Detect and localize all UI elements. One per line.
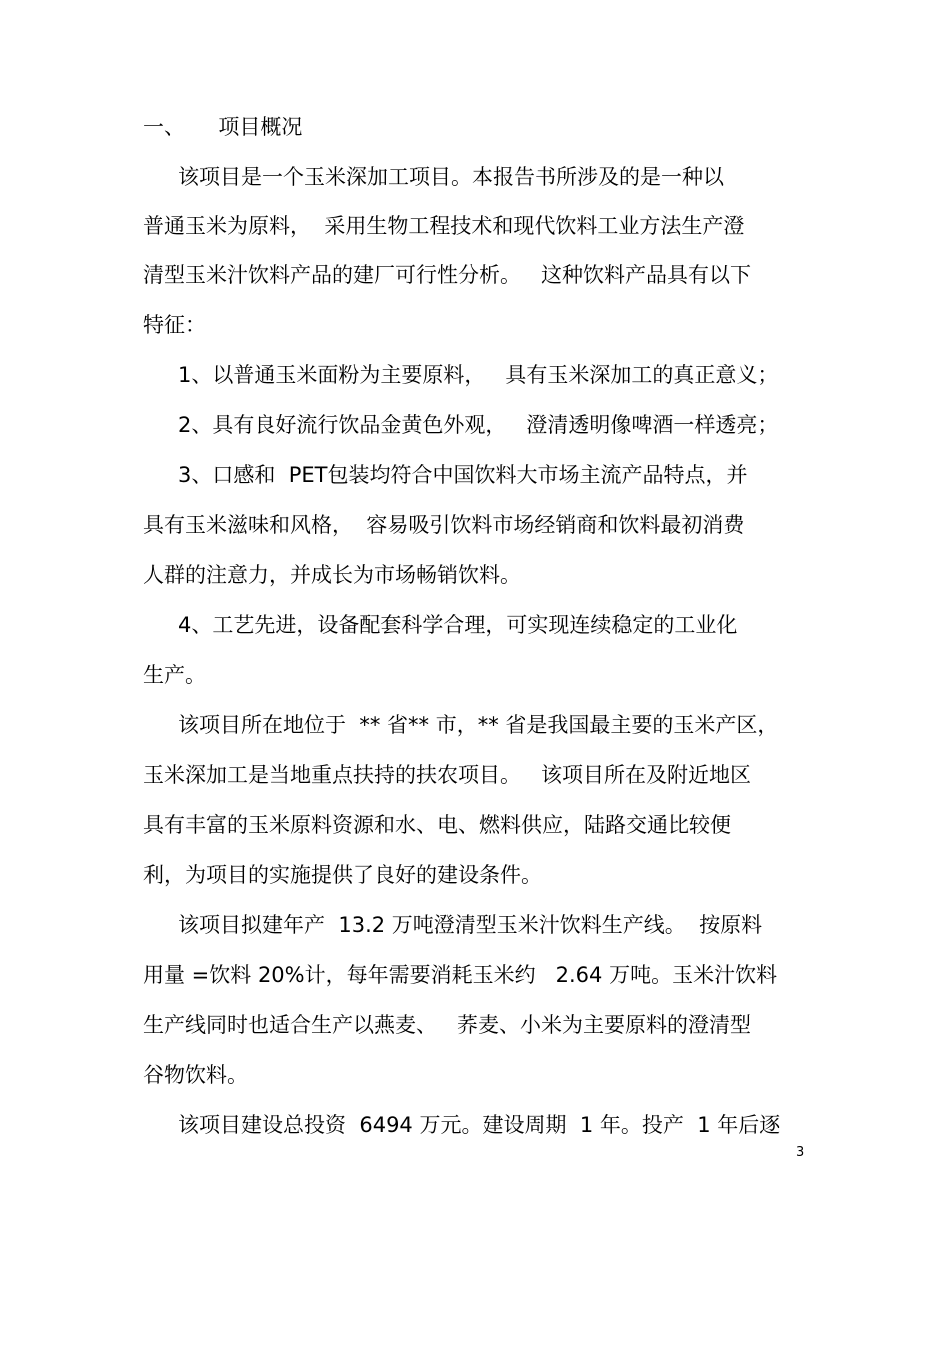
paragraph-line: 该项目是一个玉米深加工项目。本报告书所涉及的是一种以 bbox=[178, 165, 724, 189]
section-heading: 一、 项目概况 bbox=[143, 115, 303, 139]
list-item: 4、工艺先进，设备配套科学合理，可实现连续稳定的工业化 bbox=[178, 613, 738, 637]
paragraph-line: 具有丰富的玉米原料资源和水、电、燃料供应，陆路交通比较便 bbox=[143, 813, 731, 837]
paragraph-line: 清型玉米汁饮料产品的建厂可行性分析。 这种饮料产品具有以下 bbox=[143, 263, 752, 287]
paragraph-line: 生产线同时也适合生产以燕麦、 荞麦、小米为主要原料的澄清型 bbox=[143, 1013, 752, 1037]
paragraph-line: 该项目拟建年产 13.2 万吨澄清型玉米汁饮料生产线。 按原料 bbox=[178, 913, 763, 937]
list-item: 2、具有良好流行饮品金黄色外观， 澄清透明像啤酒一样透亮； bbox=[178, 413, 779, 437]
paragraph-line: 利，为项目的实施提供了良好的建设条件。 bbox=[143, 863, 542, 887]
list-item: 1、以普通玉米面粉为主要原料， 具有玉米深加工的真正意义； bbox=[178, 363, 779, 387]
page-number: 3 bbox=[796, 1145, 805, 1160]
list-item-continuation: 生产。 bbox=[143, 663, 206, 687]
paragraph-line: 谷物饮料。 bbox=[143, 1063, 248, 1087]
paragraph-line: 普通玉米为原料， 采用生物工程技术和现代饮料工业方法生产澄 bbox=[143, 214, 745, 238]
paragraph-line: 该项目所在地位于 ** 省** 市，** 省是我国最主要的玉米产区， bbox=[178, 713, 779, 737]
list-item-continuation: 具有玉米滋味和风格， 容易吸引饮料市场经销商和饮料最初消费 bbox=[143, 513, 745, 537]
list-item: 3、口感和 PET包装均符合中国饮料大市场主流产品特点，并 bbox=[178, 463, 748, 487]
paragraph-line: 特征： bbox=[143, 313, 206, 337]
list-item-continuation: 人群的注意力，并成长为市场畅销饮料。 bbox=[143, 563, 521, 587]
paragraph-line: 该项目建设总投资 6494 万元。建设周期 1 年。投产 1 年后逐 bbox=[178, 1113, 781, 1137]
paragraph-line: 用量 =饮料 20%计，每年需要消耗玉米约 2.64 万吨。玉米汁饮料 bbox=[143, 963, 778, 987]
paragraph-line: 玉米深加工是当地重点扶持的扶农项目。 该项目所在及附近地区 bbox=[143, 763, 752, 787]
